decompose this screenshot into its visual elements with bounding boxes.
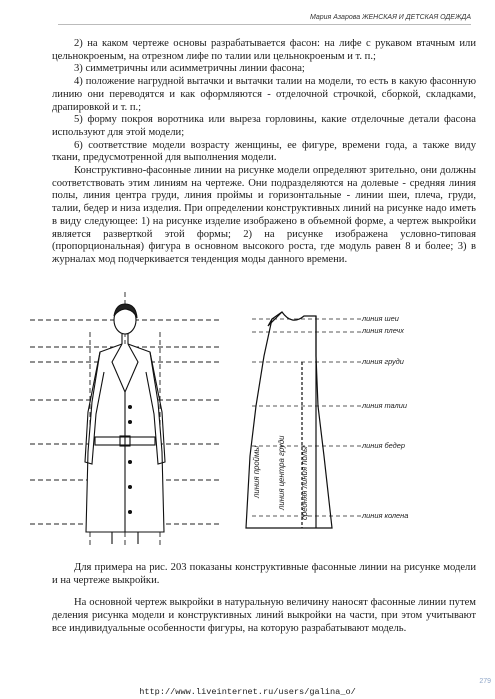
paragraph: Для примера на рис. 203 показаны конструктивные фасонные линии на рисунке модели и на чертеже выкройки. bbox=[52, 562, 476, 586]
label-chest-line: линия груди bbox=[362, 357, 404, 366]
label-bust-center-line: линия центра груди bbox=[277, 435, 286, 510]
label-waist-line: линия талии bbox=[362, 401, 407, 410]
label-knee-line: линия колена bbox=[362, 511, 409, 520]
paragraph: 2) на каком чертеже основы разрабатывается фасон: на лифе с рукавом втачным или цельнокроеным, на отрезном лифе по талии или цельнокроеным и т. п.; bbox=[52, 38, 476, 62]
label-neck-line: линия шеи bbox=[362, 314, 399, 323]
paragraph: 3) симметричны или асимметричны линии фасона; bbox=[74, 63, 305, 75]
label-hip-line: линия бедер bbox=[362, 441, 405, 450]
header-rule bbox=[58, 24, 471, 25]
paragraph: 4) положение нагрудной вытачки и вытачки талии на модели, то есть в какую фасонную линию они переводятся и как оформляются - отделочной строчкой, сборкой, складками, драпировкой и т. п.; bbox=[52, 76, 476, 113]
paragraph: Конструктивно-фасонные линии на рисунке модели определяют зрительно, они должны соответствовать этим линиям на чертеже. Они подразделяются на долевые - средняя линия полы, линия центра груди, линия проймы и горизонтальные - линии шеи, плеча, груди, талии, бедер и низа изделия. При определении конструктивных линий на рисунке надо иметь в виду следующее: 1) на рисунке изделие изображено в объемной форме, а чертеж выкройки является разверткой этой формы; 2) на рисунке изображена условно-типовая (пропорциональная) фигура в основном высокого роста, где модуль равен 8 и более; 3) в журналах мод подчеркивается тенденция моды данного времени. bbox=[52, 165, 476, 265]
page-number: 279 bbox=[479, 678, 491, 685]
footer-url: http://www.liveinternet.ru/users/galina_o/ bbox=[139, 687, 356, 697]
pattern-drawing bbox=[232, 296, 362, 542]
text-block-top bbox=[52, 38, 476, 267]
label-armhole-line: линия проймы bbox=[252, 445, 261, 498]
paragraph: На основной чертеж выкройки в натуральную величину наносят фасонные линии путем деления рисунка модели и конструктивных линий выкройки на части, при этом учитывают все индивидуальные особенности фигуры, на которую разрабатывают модель. bbox=[52, 597, 476, 634]
label-front-center-line: средняя линия полы bbox=[300, 446, 309, 520]
label-shoulder-line: линия плечх bbox=[362, 326, 404, 335]
fashion-drawing bbox=[30, 292, 220, 548]
text-block-bottom bbox=[52, 562, 476, 636]
paragraph: 6) соответствие модели возрасту женщины, ее фигуре, времени года, а также виду ткани, предусмотренной для выполнения модели. bbox=[52, 139, 476, 164]
running-header: Мария Азарова ЖЕНСКАЯ И ДЕТСКАЯ ОДЕЖДА bbox=[309, 14, 471, 21]
paragraph: 5) форму покроя воротника или выреза горловины, какие отделочные детали фасона используют для этой модели; bbox=[52, 114, 476, 138]
